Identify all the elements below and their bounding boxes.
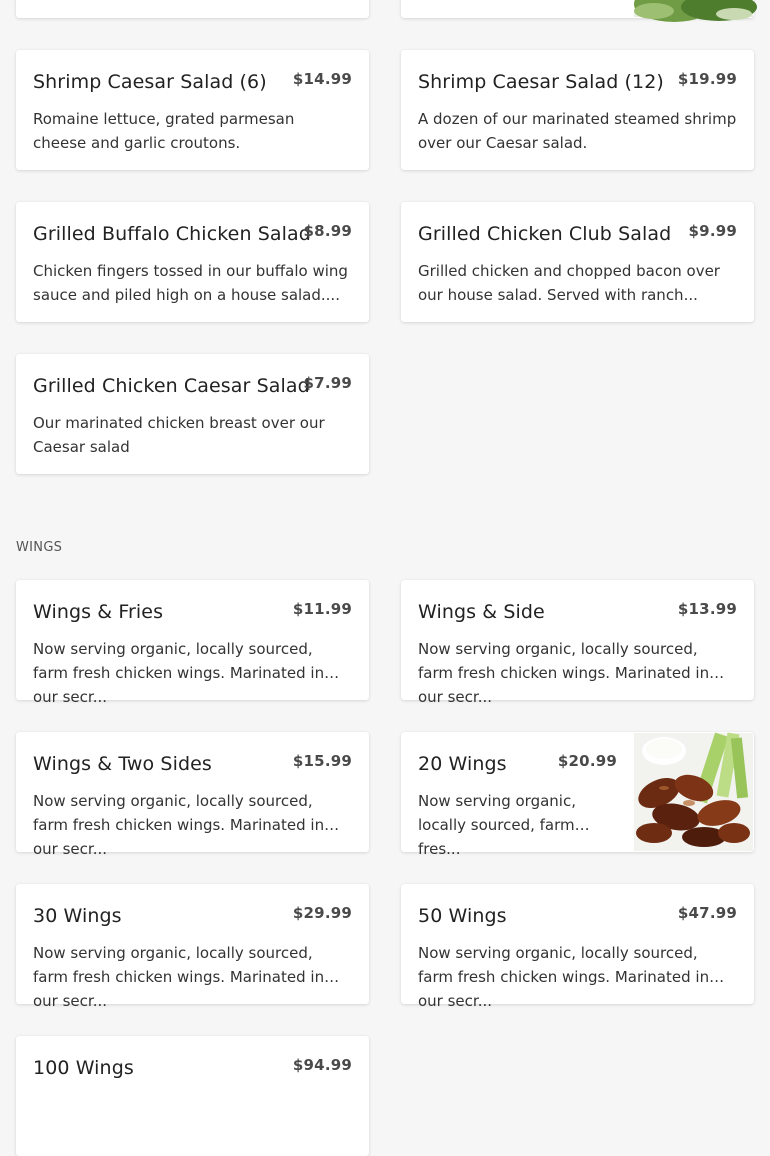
item-price: $20.99 <box>557 752 617 770</box>
item-description: Now serving organic, locally sourced, farm fresh chicken wings. Marinated in our secr... <box>33 792 325 858</box>
item-price: $13.99 <box>677 600 737 618</box>
item-name: Grilled Buffalo Chicken Salad <box>33 223 311 245</box>
wings-photo <box>634 733 753 851</box>
menu-item-card[interactable] <box>16 1036 369 1156</box>
item-price: $14.99 <box>292 70 352 88</box>
item-name: 50 Wings <box>418 905 507 927</box>
section-title-wings: WINGS <box>16 540 63 555</box>
menu-item-card[interactable] <box>16 580 369 706</box>
item-description: Grilled chicken and chopped bacon over our house salad. Served with ranch... <box>418 262 720 304</box>
item-description: Now serving organic, locally sourced, farm fres... <box>418 792 576 858</box>
salad-photo <box>634 0 753 17</box>
item-description: Now serving organic, locally sourced, farm fresh chicken wings. Marinated in our secr... <box>33 640 325 706</box>
item-name: Wings & Side <box>418 601 545 623</box>
menu-item-card[interactable] <box>401 884 754 1010</box>
item-name: Shrimp Caesar Salad (6) <box>33 71 267 93</box>
menu-item-card[interactable] <box>401 50 754 170</box>
menu-item-card[interactable] <box>16 884 369 1010</box>
item-price: $47.99 <box>677 904 737 922</box>
item-name: 30 Wings <box>33 905 122 927</box>
menu-item-card[interactable] <box>401 580 754 706</box>
item-description: A dozen of our marinated steamed shrimp over our Caesar salad. <box>418 110 737 152</box>
item-price: $15.99 <box>292 752 352 770</box>
item-price: $9.99 <box>688 222 737 240</box>
item-name: Shrimp Caesar Salad (12) <box>418 71 664 93</box>
item-price: $29.99 <box>292 904 352 922</box>
item-name: Grilled Chicken Club Salad <box>418 223 672 245</box>
item-description: Now serving organic, locally sourced, farm fresh chicken wings. Marinated in our secr... <box>418 640 710 706</box>
item-price: $94.99 <box>292 1056 352 1074</box>
item-name: Grilled Chicken Caesar Salad <box>33 375 310 397</box>
item-name: Wings & Fries <box>33 601 164 623</box>
menu-item-card[interactable] <box>16 732 369 858</box>
item-name: Wings & Two Sides <box>33 753 212 775</box>
menu-item-card[interactable] <box>16 50 369 170</box>
item-description: Now serving organic, locally sourced, farm fresh chicken wings. Marinated in our secr... <box>33 944 325 1010</box>
item-description: Our marinated chicken breast over our Caesar salad <box>33 414 325 456</box>
menu-item-card[interactable] <box>401 732 754 858</box>
item-name: 20 Wings <box>418 753 507 775</box>
item-description: Now serving organic, locally sourced, farm fresh chicken wings. Marinated in our secr... <box>418 944 710 1010</box>
menu-item-card[interactable] <box>16 354 369 474</box>
menu-item-card-partial[interactable] <box>401 0 754 18</box>
item-price: $7.99 <box>303 374 352 392</box>
item-description: Chicken fingers tossed in our buffalo wing sauce and piled high on a house salad.... <box>33 262 348 304</box>
menu-item-card[interactable] <box>16 202 369 322</box>
item-price: $19.99 <box>677 70 737 88</box>
menu-item-card[interactable] <box>401 202 754 322</box>
item-price: $11.99 <box>292 600 352 618</box>
item-description: Romaine lettuce, grated parmesan cheese and garlic croutons. <box>33 110 295 152</box>
item-price: $8.99 <box>303 222 352 240</box>
menu-item-card-partial[interactable] <box>16 0 369 18</box>
item-name: 100 Wings <box>33 1057 134 1079</box>
